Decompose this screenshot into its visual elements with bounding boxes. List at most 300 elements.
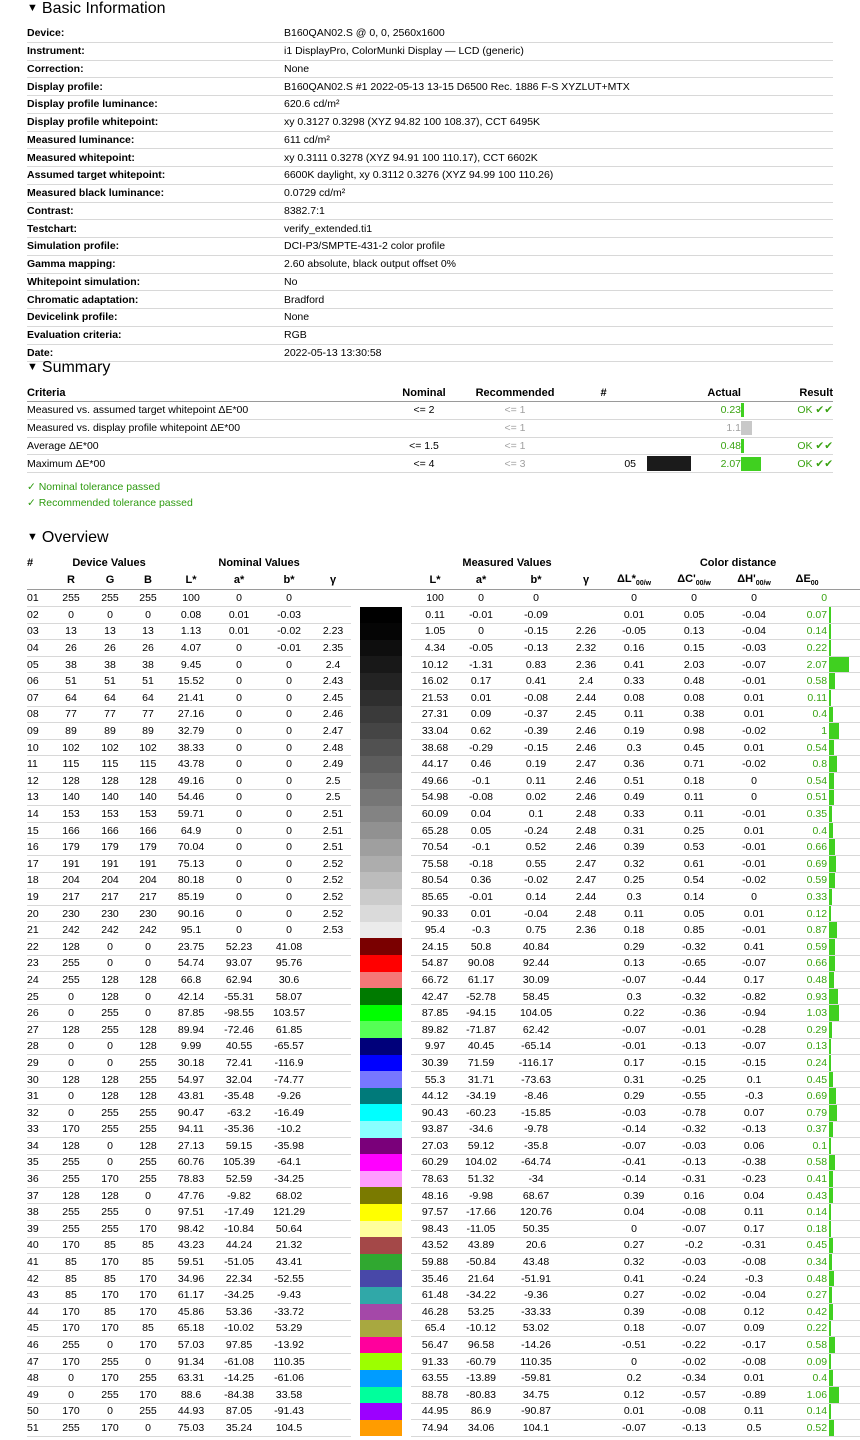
device-r: 255 [51,1154,91,1171]
device-b: 128 [129,1138,167,1155]
nominal-a: 0 [215,889,263,906]
measured-a: -1.31 [459,656,503,673]
measured-gamma [569,1403,603,1420]
color-swatch-fill [360,1055,402,1072]
nominal-l: 63.31 [167,1370,215,1387]
delta-e: 0 [785,590,829,607]
device-r: 13 [51,623,91,640]
measured-a: 71.59 [459,1055,503,1072]
summary-actual-bar-fill [741,457,761,471]
row-num: 08 [27,706,51,723]
delta-l: 0 [603,590,665,607]
nominal-a: 0 [215,640,263,657]
delta-e-bar-fill [829,873,835,889]
delta-l: 0.19 [603,723,665,740]
delta-l: 0.36 [603,756,665,773]
nominal-gamma [315,1403,351,1420]
color-swatch-fill [360,789,402,806]
color-swatch-fill [360,822,402,839]
measured-l: 95.4 [411,922,459,939]
measured-l: 90.33 [411,905,459,922]
delta-e-bar-fill [829,1088,836,1104]
overview-row [27,1038,860,1055]
nominal-l: 61.17 [167,1287,215,1304]
device-b: 140 [129,789,167,806]
measured-gamma: 2.36 [569,922,603,939]
nominal-a: 0.01 [215,607,263,624]
nominal-b: 30.6 [263,972,315,989]
delta-h: -0.15 [723,1055,785,1072]
delta-e: 0.43 [785,1187,829,1204]
color-swatch [351,1154,411,1171]
delta-e: 0.54 [785,739,829,756]
collapse-triangle-icon[interactable]: ▼ [27,2,38,14]
measured-b: -14.26 [503,1337,569,1354]
delta-c: -0.31 [665,1171,723,1188]
delta-c: 0.53 [665,839,723,856]
measured-gamma [569,1171,603,1188]
summary-col-result: Result [763,384,833,402]
delta-l: 0.2 [603,1370,665,1387]
delta-e: 0.14 [785,623,829,640]
measured-b: 68.67 [503,1187,569,1204]
delta-e-bar-fill [829,1420,834,1436]
delta-e-bar-fill [829,1055,831,1071]
nominal-gamma [315,1320,351,1337]
measured-gamma: 2.46 [569,739,603,756]
delta-l: 0.04 [603,1204,665,1221]
nominal-b: 0 [263,673,315,690]
delta-c: -0.07 [665,1221,723,1238]
summary-heading[interactable] [27,359,110,378]
measured-l: 56.47 [411,1337,459,1354]
delta-h: -0.17 [723,1337,785,1354]
color-swatch-fill [360,773,402,790]
nominal-a: 0 [215,806,263,823]
nominal-b: -35.98 [263,1138,315,1155]
delta-h: -0.31 [723,1237,785,1254]
delta-e: 1.06 [785,1387,829,1404]
device-g: 85 [91,1304,129,1321]
delta-e-bar [829,889,860,906]
device-g: 128 [91,773,129,790]
overview-row [27,706,860,723]
overview-row [27,806,860,823]
nominal-l: 85.19 [167,889,215,906]
row-num: 46 [27,1337,51,1354]
measured-l: 66.72 [411,972,459,989]
color-swatch [351,723,411,740]
info-row [27,220,833,238]
nominal-l: 60.76 [167,1154,215,1171]
device-b: 102 [129,739,167,756]
measured-l: 9.97 [411,1038,459,1055]
delta-l: 0.11 [603,706,665,723]
delta-e: 1.03 [785,1005,829,1022]
delta-e: 0.45 [785,1237,829,1254]
delta-e-bar [829,673,860,690]
info-row [27,184,833,202]
summary-col-nominal: Nominal [389,384,459,402]
device-g: 230 [91,905,129,922]
delta-e-bar-fill [829,657,849,673]
nominal-l: 64.9 [167,822,215,839]
row-num: 50 [27,1403,51,1420]
summary-actual-bar [741,455,763,473]
info-key: Chromatic adaptation: [27,291,284,309]
measured-a: -60.79 [459,1353,503,1370]
device-g: 255 [91,590,129,607]
nominal-a: 0 [215,839,263,856]
overview-row [27,822,860,839]
nominal-b: 0 [263,872,315,889]
nominal-a: 0 [215,773,263,790]
device-g: 0 [91,955,129,972]
measured-b: -0.15 [503,623,569,640]
summary-actual-bar [741,402,763,420]
device-g: 217 [91,889,129,906]
nominal-a: 0 [215,922,263,939]
delta-l: 0.41 [603,1270,665,1287]
measured-b: 53.02 [503,1320,569,1337]
nominal-gamma [315,1420,351,1437]
measured-a: -11.05 [459,1221,503,1238]
row-num: 30 [27,1071,51,1088]
device-b: 128 [129,972,167,989]
delta-e-bar [829,789,860,806]
device-g: 77 [91,706,129,723]
device-r: 0 [51,1055,91,1072]
color-swatch [351,706,411,723]
delta-e-bar-fill [829,1221,831,1237]
delta-c: -0.13 [665,1038,723,1055]
delta-e-bar [829,1171,860,1188]
nominal-gamma [315,1055,351,1072]
nominal-gamma: 2.52 [315,872,351,889]
color-swatch [351,1187,411,1204]
delta-c: -0.36 [665,1005,723,1022]
delta-e: 2.07 [785,656,829,673]
device-g: 128 [91,1187,129,1204]
row-num: 48 [27,1370,51,1387]
measured-a: -0.1 [459,773,503,790]
measured-gamma: 2.48 [569,905,603,922]
delta-h: -0.07 [723,955,785,972]
info-row [27,167,833,185]
delta-e-bar [829,938,860,955]
delta-l: 0.18 [603,1320,665,1337]
delta-l: 0.39 [603,839,665,856]
info-row [27,291,833,309]
measured-a: 0.05 [459,822,503,839]
delta-e-bar-fill [829,1354,831,1370]
overview-row [27,1254,860,1271]
device-r: 77 [51,706,91,723]
summary-criteria: Maximum ΔE*00 [27,455,389,473]
measured-gamma: 2.46 [569,773,603,790]
color-swatch-fill [360,1138,402,1155]
device-g: 51 [91,673,129,690]
measured-a: 50.8 [459,938,503,955]
measured-l: 74.94 [411,1420,459,1437]
delta-l: -0.05 [603,623,665,640]
device-g: 128 [91,1088,129,1105]
measured-gamma [569,1353,603,1370]
overview-heading[interactable] [27,529,109,548]
nominal-l: 42.14 [167,988,215,1005]
measured-a: 90.08 [459,955,503,972]
summary-nominal: <= 4 [389,455,459,473]
delta-c: -0.44 [665,972,723,989]
device-g: 0 [91,1055,129,1072]
measured-l: 44.95 [411,1403,459,1420]
delta-h: -0.04 [723,1287,785,1304]
color-swatch [351,690,411,707]
delta-c: -0.13 [665,1420,723,1437]
delta-l: 0.17 [603,1055,665,1072]
row-num: 38 [27,1204,51,1221]
device-g: 255 [91,1005,129,1022]
measured-b: -0.08 [503,690,569,707]
nominal-gamma [315,1005,351,1022]
measured-b: -0.04 [503,905,569,922]
delta-l: 0.3 [603,988,665,1005]
nominal-gamma [315,1370,351,1387]
delta-e-bar-fill [829,723,839,739]
basic-info-heading[interactable] [27,0,166,19]
summary-recommended: <= 3 [459,455,571,473]
delta-e: 0.11 [785,690,829,707]
summary-actual-bar [741,437,763,455]
device-r: 140 [51,789,91,806]
nominal-b: 43.41 [263,1254,315,1271]
nominal-l: 91.34 [167,1353,215,1370]
delta-e: 0.18 [785,1221,829,1238]
row-num: 33 [27,1121,51,1138]
nominal-a: -9.82 [215,1187,263,1204]
info-value: No [284,273,833,291]
info-row [27,96,833,114]
measured-a: -13.89 [459,1370,503,1387]
device-g: 255 [91,1353,129,1370]
measured-a: -0.18 [459,856,503,873]
measured-b: 0 [503,590,569,607]
summary-actual-bar-fill [741,421,752,435]
nominal-b: 0 [263,789,315,806]
color-swatch [351,590,411,607]
nominal-b: 0 [263,723,315,740]
color-swatch-fill [360,972,402,989]
nominal-gamma [315,590,351,607]
measured-b: 62.42 [503,1021,569,1038]
delta-e: 0.1 [785,1138,829,1155]
summary-actual: 2.07 [691,455,741,473]
measured-b: 0.83 [503,656,569,673]
collapse-triangle-icon[interactable]: ▼ [27,531,38,543]
measured-gamma: 2.36 [569,656,603,673]
color-swatch [351,1237,411,1254]
device-b: 170 [129,1387,167,1404]
delta-e-bar-fill [829,673,835,689]
delta-l: 0.31 [603,822,665,839]
summary-criteria: Measured vs. display profile whitepoint ΔE*00 [27,419,389,437]
nominal-a: 59.15 [215,1138,263,1155]
device-r: 170 [51,1237,91,1254]
delta-h: 0.12 [723,1304,785,1321]
color-swatch-fill [360,656,402,673]
delta-c: 0.14 [665,889,723,906]
delta-e-bar-fill [829,856,836,872]
delta-h: -0.3 [723,1270,785,1287]
overview-row [27,656,860,673]
nominal-l: 97.51 [167,1204,215,1221]
delta-e-bar-fill [829,906,831,922]
delta-e: 0.13 [785,1038,829,1055]
nominal-gamma [315,1204,351,1221]
measured-l: 33.04 [411,723,459,740]
overview-row [27,1021,860,1038]
delta-l: 0.29 [603,1088,665,1105]
device-r: 51 [51,673,91,690]
measured-gamma: 2.47 [569,872,603,889]
device-r: 0 [51,1370,91,1387]
overview-col-measured-gamma: γ [569,572,603,590]
overview-col-measured-l: L* [411,572,459,590]
color-swatch-fill [360,1403,402,1420]
nominal-gamma [315,1270,351,1287]
row-num: 18 [27,872,51,889]
measured-b: -8.46 [503,1088,569,1105]
overview-row [27,1071,860,1088]
measured-l: 0.11 [411,607,459,624]
measured-a: 43.89 [459,1237,503,1254]
nominal-a: 93.07 [215,955,263,972]
delta-e: 1 [785,723,829,740]
row-num: 22 [27,938,51,955]
nominal-a: 72.41 [215,1055,263,1072]
delta-c: 0.45 [665,739,723,756]
summary-table [27,384,833,473]
summary-col-criteria: Criteria [27,384,389,402]
nominal-l: 57.03 [167,1337,215,1354]
summary-criteria: Average ΔE*00 [27,437,389,455]
device-r: 0 [51,988,91,1005]
overview-col-delta-e: $\Delta E_{00}$ [785,572,829,590]
nominal-gamma: 2.35 [315,640,351,657]
summary-nominal: <= 2 [389,402,459,420]
device-r: 128 [51,1187,91,1204]
color-swatch [351,1071,411,1088]
nominal-l: 43.81 [167,1088,215,1105]
delta-c: 0.18 [665,773,723,790]
nominal-gamma: 2.23 [315,623,351,640]
summary-result: OK ✔✔ [763,402,833,420]
delta-h: 0.5 [723,1420,785,1437]
measured-a: -50.84 [459,1254,503,1271]
row-num: 45 [27,1320,51,1337]
info-key: Measured whitepoint: [27,149,284,167]
row-num: 01 [27,590,51,607]
delta-c: -0.01 [665,1021,723,1038]
color-swatch-fill [360,706,402,723]
overview-col-b: B [129,572,167,590]
summary-num: 05 [571,455,636,473]
device-b: 0 [129,955,167,972]
delta-h: -0.04 [723,607,785,624]
device-b: 0 [129,1353,167,1370]
delta-e-bar [829,1005,860,1022]
delta-e-bar [829,806,860,823]
nominal-a: 40.55 [215,1038,263,1055]
device-r: 128 [51,1138,91,1155]
device-b: 217 [129,889,167,906]
overview-row [27,1187,860,1204]
measured-b: -0.37 [503,706,569,723]
row-num: 47 [27,1353,51,1370]
info-row [27,309,833,327]
device-b: 179 [129,839,167,856]
color-swatch-fill [360,1021,402,1038]
nominal-b: 0 [263,922,315,939]
delta-h: -0.02 [723,723,785,740]
device-g: 170 [91,1320,129,1337]
measured-gamma [569,1055,603,1072]
measured-gamma [569,1287,603,1304]
nominal-gamma [315,1104,351,1121]
overview-row [27,955,860,972]
overview-row [27,1270,860,1287]
row-num: 39 [27,1221,51,1238]
device-b: 255 [129,1171,167,1188]
info-key: Whitepoint simulation: [27,273,284,291]
measured-l: 44.17 [411,756,459,773]
row-num: 27 [27,1021,51,1038]
summary-row [27,455,833,473]
measured-gamma [569,1187,603,1204]
nominal-l: 23.75 [167,938,215,955]
nominal-gamma: 2.47 [315,723,351,740]
device-b: 115 [129,756,167,773]
nominal-b: -13.92 [263,1337,315,1354]
overview-row [27,1387,860,1404]
delta-e: 0.37 [785,1121,829,1138]
nominal-gamma: 2.51 [315,822,351,839]
color-swatch-fill [360,1154,402,1171]
device-b: 0 [129,1204,167,1221]
nominal-b: 0 [263,656,315,673]
measured-l: 65.4 [411,1320,459,1337]
measured-l: 90.43 [411,1104,459,1121]
delta-h: -0.02 [723,756,785,773]
measured-gamma [569,1104,603,1121]
color-swatch [351,806,411,823]
collapse-triangle-icon[interactable]: ▼ [27,361,38,373]
device-r: 255 [51,955,91,972]
delta-l: 0.31 [603,1071,665,1088]
delta-e-bar [829,1403,860,1420]
color-swatch-fill [360,1254,402,1271]
delta-c: -0.57 [665,1387,723,1404]
info-value: 2022-05-13 13:30:58 [284,344,833,362]
device-g: 242 [91,922,129,939]
nominal-a: 0 [215,690,263,707]
measured-b: 0.02 [503,789,569,806]
delta-l: -0.14 [603,1171,665,1188]
delta-e: 0.34 [785,1254,829,1271]
device-r: 64 [51,690,91,707]
nominal-gamma [315,955,351,972]
device-g: 191 [91,856,129,873]
